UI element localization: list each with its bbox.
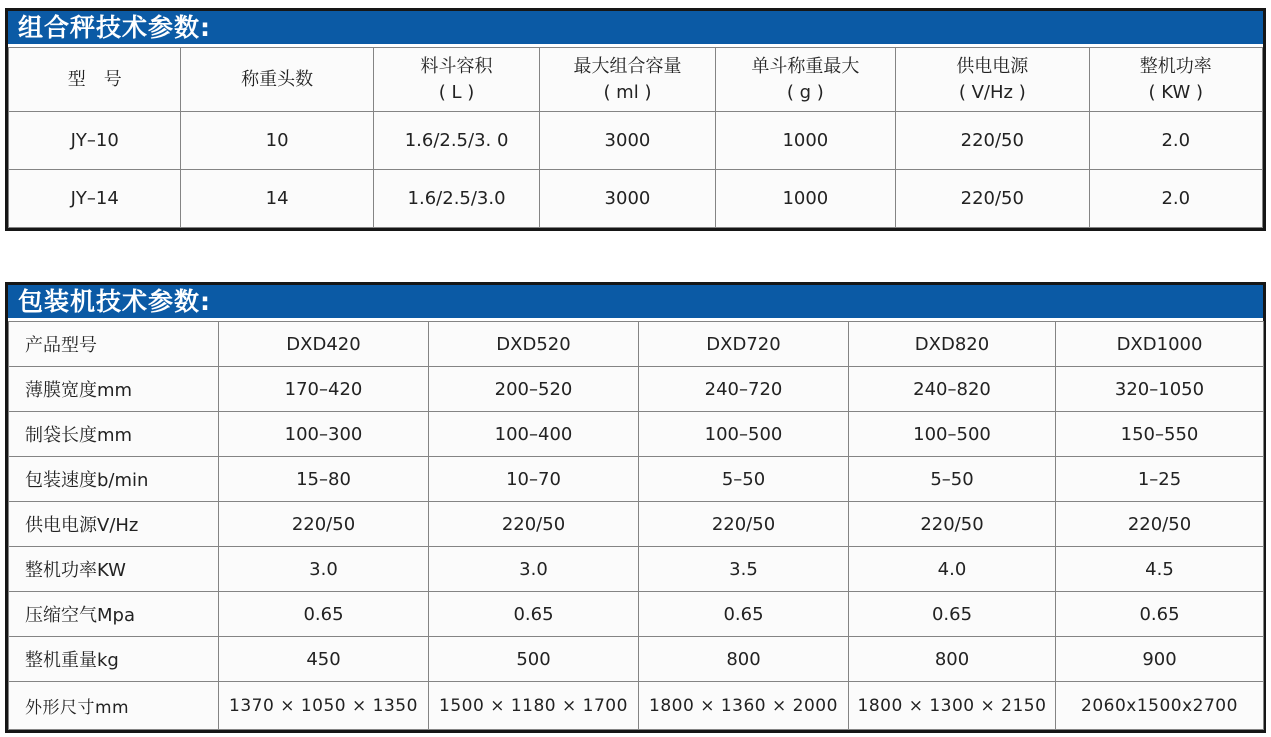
scale-column-header: 整机功率 ( KW ) [1089,48,1262,112]
table-cell: 1370 × 1050 × 1350 [219,682,429,730]
table-cell: 220/50 [849,502,1056,547]
scale-table-grid [8,47,1263,228]
table-cell: 220/50 [1056,502,1264,547]
table-cell: 800 [849,637,1056,682]
scale-table-title-bar [8,11,1263,47]
scale-table-header-row [9,48,1263,112]
row-label-cell: 供电电源V/Hz [9,502,219,547]
scale-column-header: 单斗称重最大 ( g ) [715,48,895,112]
table-cell: DXD820 [849,322,1056,367]
table-cell: DXD520 [429,322,639,367]
row-label-cell: 整机重量kg [9,637,219,682]
table-cell: 220/50 [896,170,1089,228]
table-cell: 220/50 [429,502,639,547]
table-row [9,682,1264,730]
scale-column-header: 型 号 [9,48,181,112]
table-cell: 220/50 [639,502,849,547]
table-cell: 3000 [540,170,715,228]
table-cell: 220/50 [896,112,1089,170]
table-row [9,367,1264,412]
table-cell: DXD420 [219,322,429,367]
table-cell: 1800 × 1300 × 2150 [849,682,1056,730]
combination-scale-spec-table [5,8,1266,231]
table-cell: 240–720 [639,367,849,412]
table-cell: JY–10 [9,112,181,170]
table-cell: 3000 [540,112,715,170]
table-cell: 1800 × 1360 × 2000 [639,682,849,730]
table-cell: 800 [639,637,849,682]
table-cell: 14 [181,170,373,228]
table-cell: 5–50 [849,457,1056,502]
table-row [9,502,1264,547]
table-cell: 2.0 [1089,170,1262,228]
row-label-cell: 整机功率KW [9,547,219,592]
table-cell: 5–50 [639,457,849,502]
table-cell: 1.6/2.5/3. 0 [373,112,539,170]
table-cell: 1–25 [1056,457,1264,502]
table-cell: DXD1000 [1056,322,1264,367]
packer-table-grid [8,321,1264,730]
table-cell: DXD720 [639,322,849,367]
row-label-cell: 包装速度b/min [9,457,219,502]
table-row [9,457,1264,502]
table-row [9,637,1264,682]
table-row [9,412,1264,457]
scale-column-header: 称重头数 [181,48,373,112]
table-cell: 3.0 [429,547,639,592]
table-cell: 220/50 [219,502,429,547]
table-cell: 4.0 [849,547,1056,592]
table-cell: 1.6/2.5/3.0 [373,170,539,228]
table-row [9,592,1264,637]
table-cell: 3.5 [639,547,849,592]
table-cell: 0.65 [219,592,429,637]
table-cell: 4.5 [1056,547,1264,592]
table-cell: 2.0 [1089,112,1262,170]
packaging-machine-spec-table [5,282,1266,733]
table-cell: 1500 × 1180 × 1700 [429,682,639,730]
table-cell: 0.65 [429,592,639,637]
table-cell: 10–70 [429,457,639,502]
table-row [9,170,1263,228]
table-cell: 1000 [715,170,895,228]
table-cell: 200–520 [429,367,639,412]
table-cell: 15–80 [219,457,429,502]
table-cell: 10 [181,112,373,170]
packer-table-title: 包装机技术参数: [18,287,211,316]
scale-column-header: 供电电源 ( V/Hz ) [896,48,1089,112]
table-cell: 900 [1056,637,1264,682]
table-cell: 0.65 [639,592,849,637]
table-cell: 100–500 [639,412,849,457]
scale-column-header: 最大组合容量 ( ml ) [540,48,715,112]
table-cell: 150–550 [1056,412,1264,457]
row-label-cell: 产品型号 [9,322,219,367]
table-cell: 100–300 [219,412,429,457]
table-cell: 2060x1500x2700 [1056,682,1264,730]
packer-table-title-bar [8,285,1263,321]
table-cell: JY–14 [9,170,181,228]
row-label-cell: 制袋长度mm [9,412,219,457]
table-cell: 3.0 [219,547,429,592]
table-cell: 170–420 [219,367,429,412]
scale-table-title: 组合秤技术参数: [18,13,211,42]
row-label-cell: 薄膜宽度mm [9,367,219,412]
table-row [9,547,1264,592]
table-row [9,112,1263,170]
table-cell: 0.65 [1056,592,1264,637]
row-label-cell: 外形尺寸mm [9,682,219,730]
table-cell: 240–820 [849,367,1056,412]
table-cell: 100–500 [849,412,1056,457]
table-cell: 0.65 [849,592,1056,637]
table-cell: 450 [219,637,429,682]
table-cell: 1000 [715,112,895,170]
scale-column-header: 料斗容积 ( L ) [373,48,539,112]
row-label-cell: 压缩空气Mpa [9,592,219,637]
table-cell: 100–400 [429,412,639,457]
table-row [9,322,1264,367]
table-cell: 500 [429,637,639,682]
table-cell: 320–1050 [1056,367,1264,412]
